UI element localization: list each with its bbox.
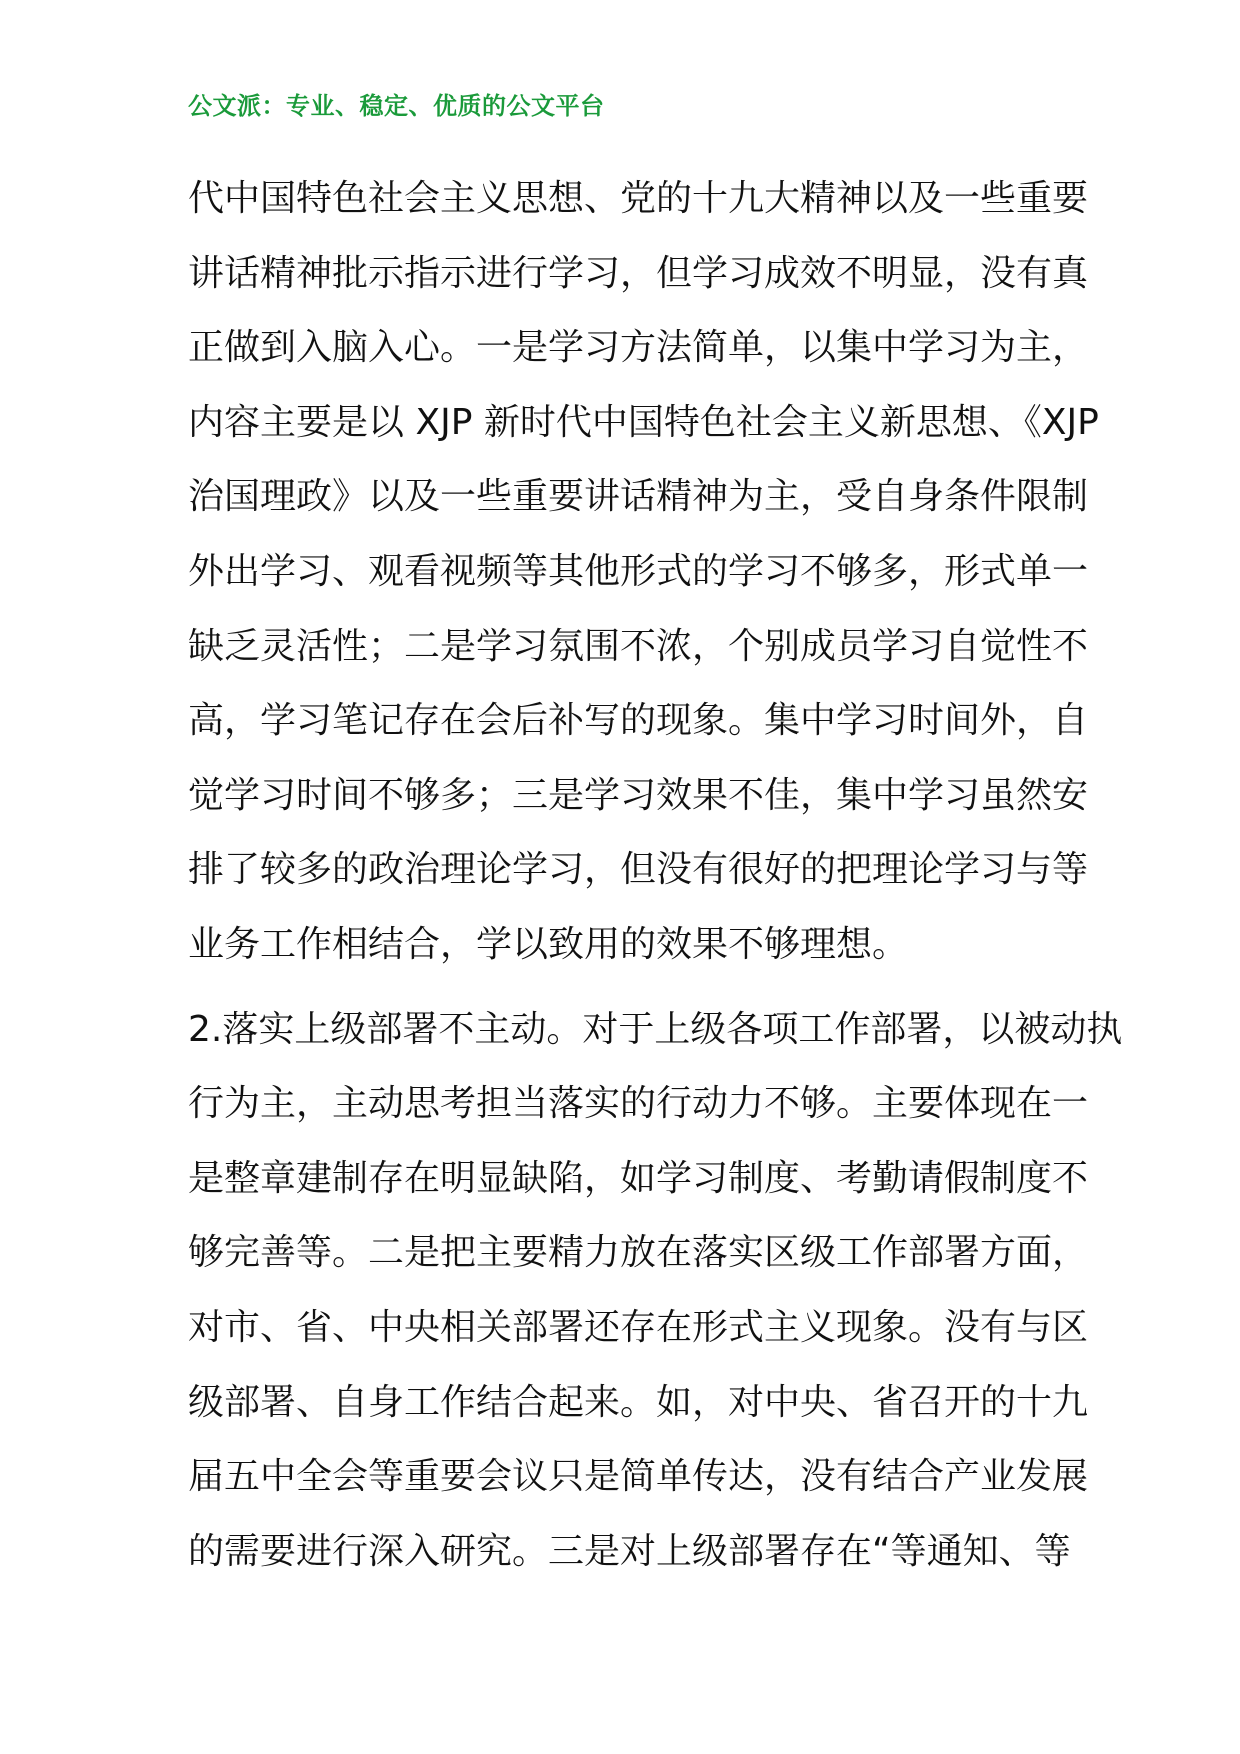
text-line: 级部署、自身工作结合起来。如，对中央、省召开的十九: [188, 1381, 1089, 1423]
text-line: 高，学习笔记存在会后补写的现象。集中学习时间外，自: [188, 700, 1089, 742]
text-line: 外出学习、观看视频等其他形式的学习不够多，形式单一: [188, 550, 1089, 592]
header-banner: 公文派：专业、稳定、优质的公文平台: [188, 92, 605, 120]
document-body: [188, 162, 1123, 1589]
text-line: 够完善等。二是把主要精力放在落实区级工作部署方面，: [188, 1232, 1089, 1274]
text-line: 内容主要是以 XJP 新时代中国特色社会主义新思想、《XJP: [188, 401, 1099, 443]
text-line: 缺乏灵活性；二是学习氛围不浓，个别成员学习自觉性不: [188, 625, 1089, 667]
text-line: 排了较多的政治理论学习，但没有很好的把理论学习与等: [188, 849, 1089, 891]
text-line: 讲话精神批示指示进行学习，但学习成效不明显，没有真: [188, 252, 1089, 294]
text-line: 代中国特色社会主义思想、党的十九大精神以及一些重要: [188, 178, 1089, 219]
text-line: 业务工作相结合，学以致用的效果不够理想。: [188, 923, 909, 965]
paragraph-spacer: [188, 983, 1060, 993]
text-line: 届五中全会等重要会议只是简单传达，没有结合产业发展: [188, 1456, 1089, 1498]
text-line: 2.落实上级部署不主动。对于上级各项工作部署，以被动执: [188, 1008, 1123, 1050]
text-line: 治国理政》以及一些重要讲话精神为主，受自身条件限制: [188, 476, 1089, 518]
text-line: 是整章建制存在明显缺陷，如学习制度、考勤请假制度不: [188, 1157, 1089, 1199]
text-line: 正做到入脑入心。一是学习方法简单，以集中学习为主，: [188, 327, 1089, 369]
text-line: 觉学习时间不够多；三是学习效果不佳，集中学习虽然安: [188, 774, 1089, 816]
paragraph-1: [188, 162, 1099, 983]
text-line: 行为主，主动思考担当落实的行动力不够。主要体现在一: [188, 1083, 1089, 1125]
text-line: 对市、省、中央相关部署还存在形式主义现象。没有与区: [188, 1306, 1089, 1348]
paragraph-2: [188, 993, 1123, 1590]
text-line: 的需要进行深入研究。三是对上级部署存在“等通知、等: [188, 1530, 1071, 1572]
